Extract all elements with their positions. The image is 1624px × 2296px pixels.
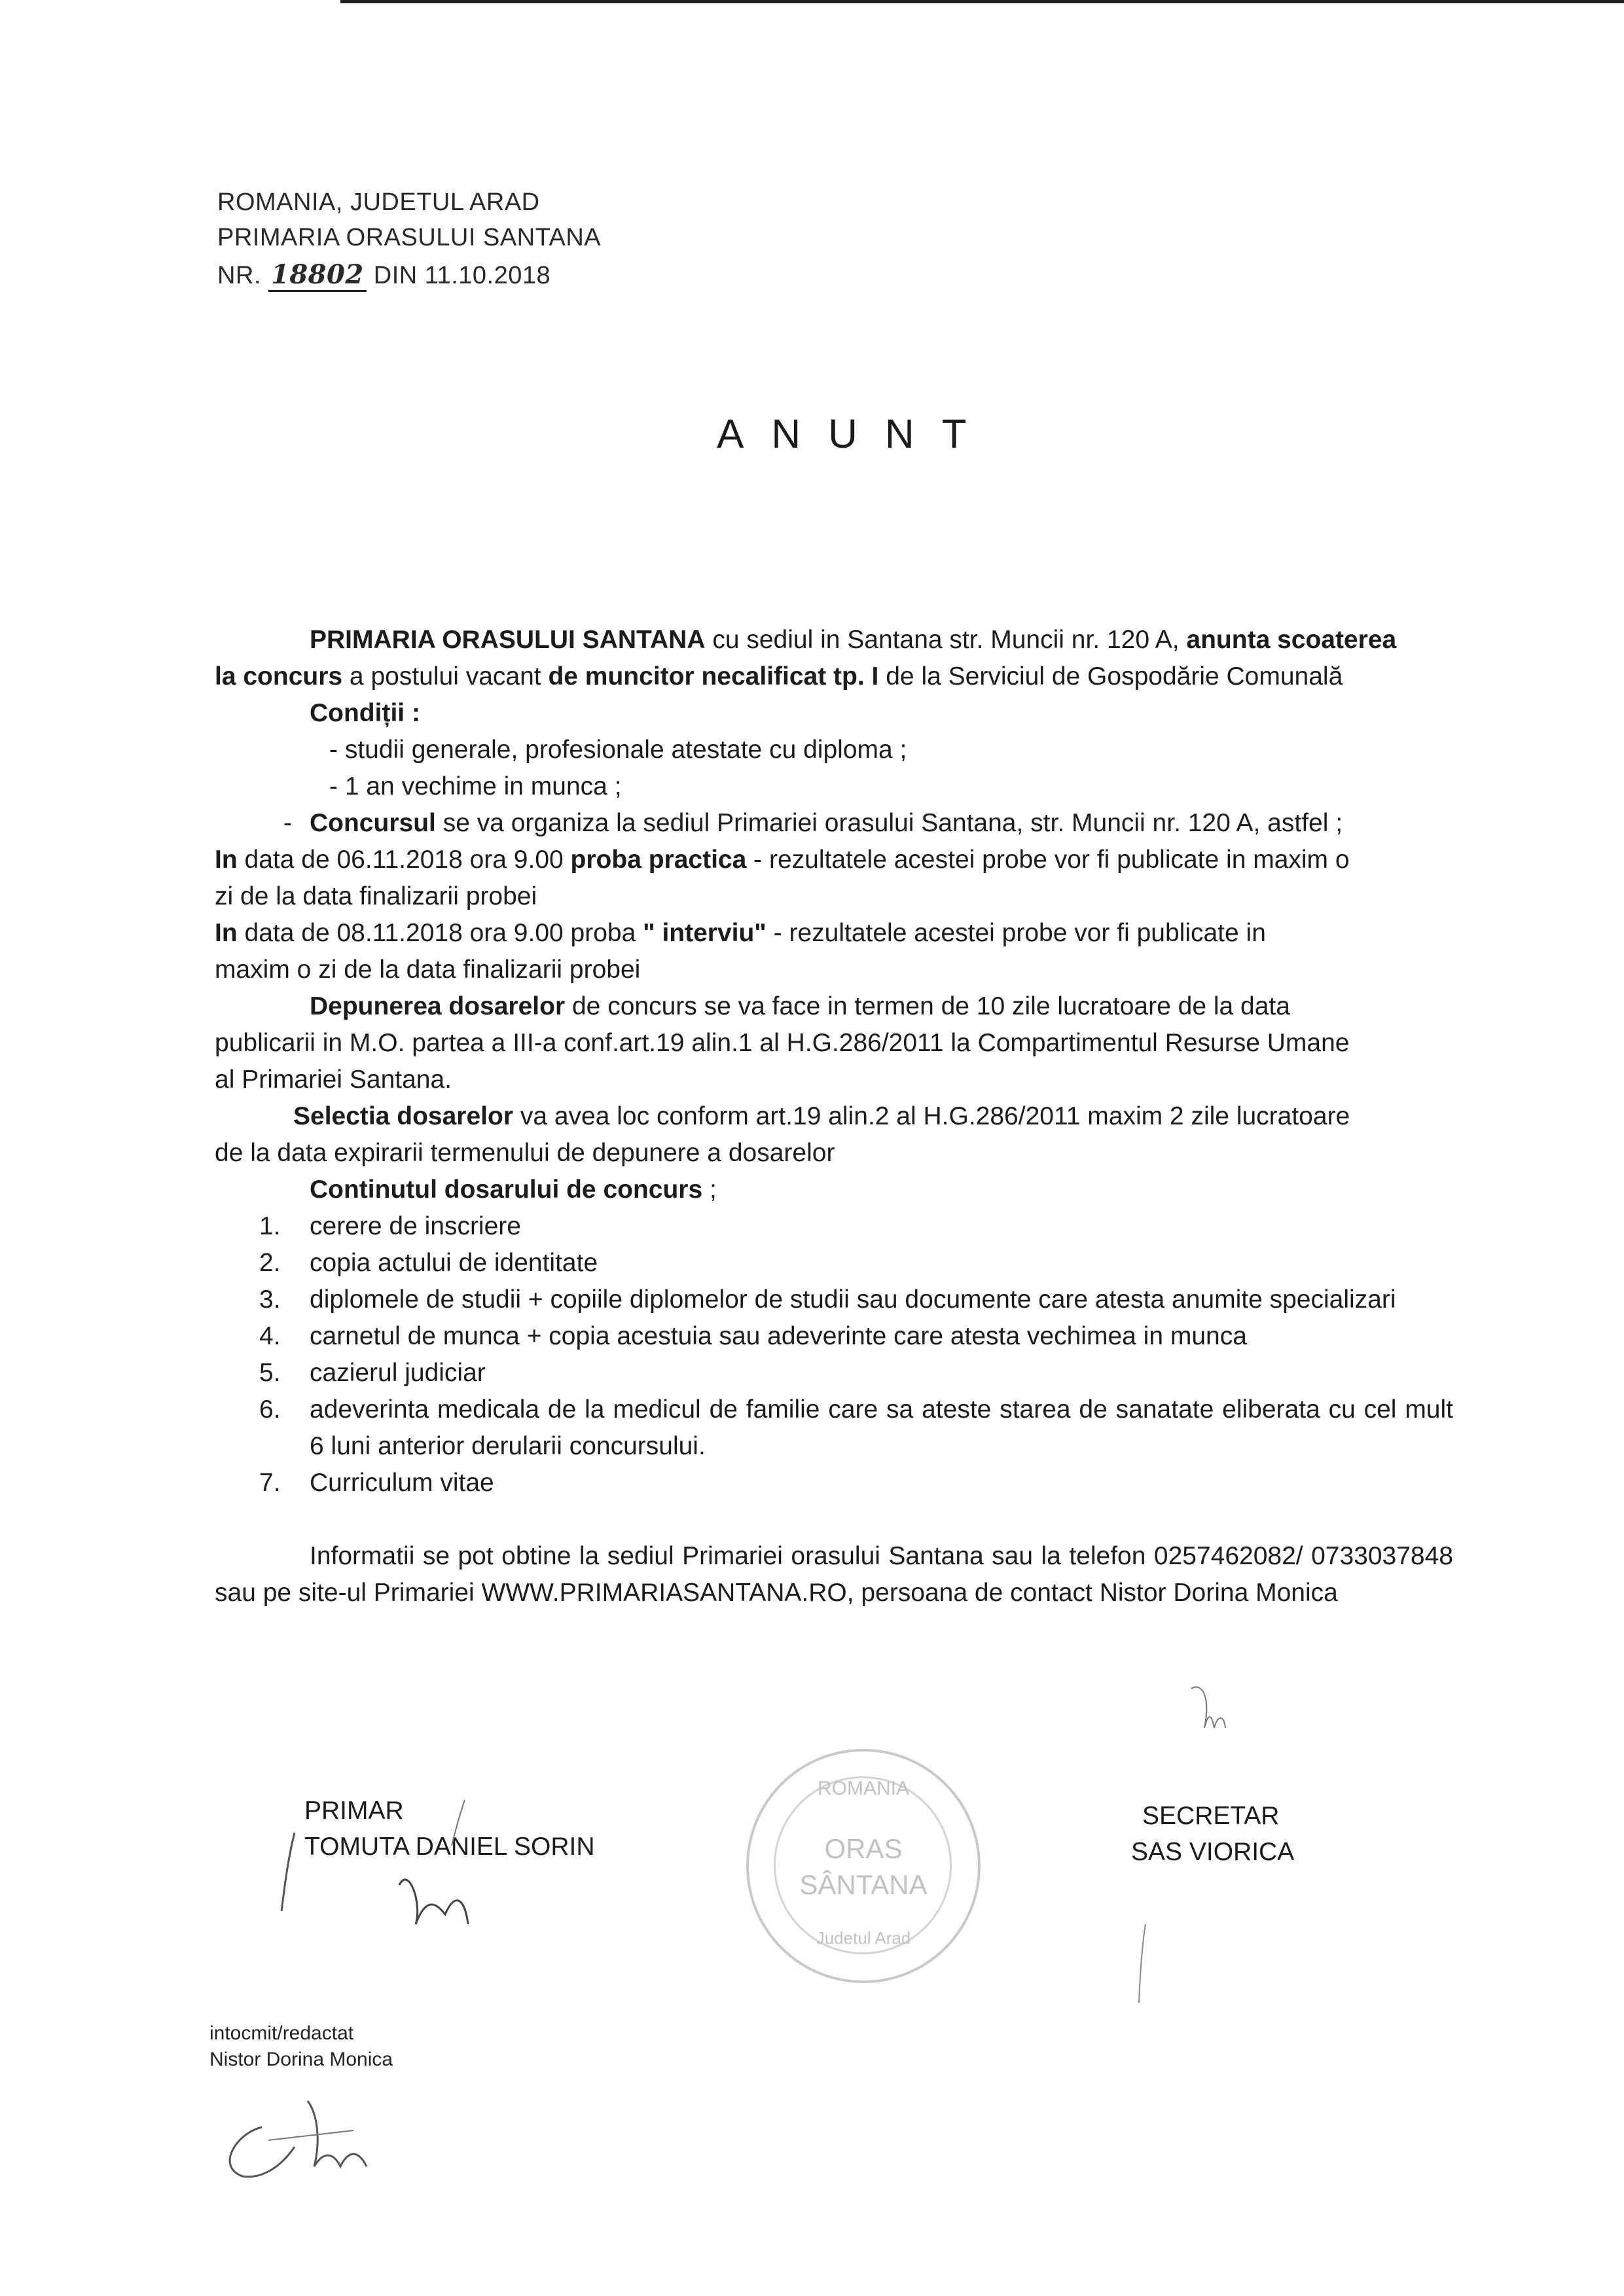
submission-line-3: al Primariei Santana. [215,1066,452,1094]
submission-line-1 [215,988,1453,1025]
conditions-label [215,695,1453,732]
submission-label: Depunerea dosarelor [310,992,566,1020]
item-text: carnetul de munca + copia acestuia sau adeverinte care atesta vechimea in munca [310,1322,1247,1350]
dossier-contents-list [215,1208,1453,1501]
list-item [215,1208,1453,1245]
header-country-county: ROMANIA, JUDETUL ARAD [217,188,540,216]
condition-item-1: - studii generale, profesionale atestate cu diploma ; [329,736,907,764]
prepared-by-label: intocmit/redactat [209,2022,354,2044]
item-number: 7. [259,1469,281,1497]
selection-label: Selectia dosarelor [293,1102,513,1130]
nr-date: DIN 11.10.2018 [373,262,551,289]
item-text: Curriculum vitae [310,1469,494,1497]
in-bold-1: In [215,846,238,874]
item-text: cazierul judiciar [310,1359,486,1387]
mayor-signature [268,1793,530,1950]
list-item [215,1318,1453,1355]
item-number: 4. [259,1322,281,1350]
header-institution: PRIMARIA ORASULUI SANTANA [217,224,602,251]
announce-bold: anunta scoaterea [1186,626,1397,654]
practical-date: data de 06.11.2018 ora 9.00 [237,846,571,874]
item-text: diplomele de studii + copiile diplomelor de studii sau documente care atesta anumite specializari [310,1285,1396,1314]
item-number: 3. [259,1285,281,1314]
condition-item-2: - 1 an vechime in munca ; [329,772,622,800]
mayor-title: PRIMAR [304,1797,404,1825]
official-seal [746,1749,981,1983]
practical-text: - rezultatele acestei probe vor fi publicate in maxim o [746,846,1350,874]
seal-bottom-text: Judetul Arad [816,1928,911,1948]
item-text: cerere de inscriere [310,1212,521,1240]
interview-date: data de 08.11.2018 ora 9.00 proba [237,919,643,947]
contents-label: Continutul dosarului de concurs [310,1175,703,1204]
post-name: de muncitor necalificat tp. I [548,662,879,691]
secretary-mark [1126,1918,1178,2009]
interview-line-2: maxim o zi de la data finalizarii probei [215,956,641,984]
nr-prefix: NR. [217,262,261,289]
practical-exam-line [215,842,1453,878]
intro-line-1 [215,622,1453,658]
contact-info: Informatii se pot obtine la sediul Primariei orasului Santana sau la telefon 0257462082/ 0733037848 sau pe site-ul Primariei WWW.PRIMARIASANTANA.RO, persoana de contact Nistor Dorina Monica [215,1542,1453,1607]
conditions-label-text: Condiții : [310,699,420,727]
contents-semicolon: ; [702,1175,717,1204]
contents-heading [215,1172,1453,1208]
interview-text: - rezultatele acestei probe vor fi publicate in [766,919,1266,947]
concurs-text: se va organiza la sediul Primariei orasului Santana, str. Muncii nr. 120 A, astfel ; [435,809,1343,837]
list-item [215,1282,1453,1318]
intro-text-2: a postului vacant [342,662,549,691]
item-text: copia actului de identitate [310,1249,598,1277]
list-item [215,1391,1453,1465]
preparer-signature [203,2068,412,2199]
submission-line-2: publicarii in M.O. partea a III-a conf.art.19 alin.1 al H.G.286/2011 la Compartimentul Resurse Umane [215,1029,1350,1057]
seal-city-text: SÂNTANA [799,1869,928,1900]
concurs-label: Concursul [310,809,436,837]
list-item [215,1245,1453,1282]
secretary-title: SECRETAR [1142,1802,1280,1830]
interview-label: " interviu" [643,919,767,947]
secretary-signature [1178,1676,1309,1793]
interview-line [215,915,1453,952]
dash-bullet: - [283,809,292,837]
concurs-bold: la concurs [215,662,343,691]
page-top-edge [340,0,1624,3]
submission-text-1: de concurs se va face in termen de 10 zile lucratoare de la data [565,992,1290,1020]
secretary-name: SAS VIORICA [1131,1838,1295,1866]
nr-handwritten-value: 18802 [268,259,367,292]
list-item [215,1355,1453,1391]
concurs-line [215,805,1453,842]
selection-line-2: de la data expirarii termenului de depunere a dosarelor [215,1139,835,1167]
intro-text-3: de la Serviciul de Gospodărie Comunală [878,662,1343,691]
selection-text-1: va avea loc conform art.19 alin.2 al H.G.286/2011 maxim 2 zile lucratoare [513,1102,1350,1130]
list-item [215,1465,1453,1501]
intro-line-2 [215,658,1453,695]
practical-exam-line-2: zi de la data finalizarii probei [215,882,537,910]
practical-label: proba practica [570,846,747,874]
institution-name: PRIMARIA ORASULUI SANTANA [310,626,706,654]
intro-text-1: cu sediul in Santana str. Muncii nr. 120 A, [705,626,1187,654]
item-number: 1. [259,1212,281,1240]
item-number: 6. [259,1395,281,1424]
announcement-body [215,622,1453,1611]
seal-top-text: ROMANIA [817,1778,909,1799]
in-bold-2: In [215,919,238,947]
header-registration-number [217,259,550,290]
item-text: adeverinta medicala de la medicul de familie care sa ateste starea de sanatate eliberata cu cel mult 6 luni anterior derularii concursului. [310,1395,1453,1460]
item-number: 5. [259,1359,281,1387]
selection-line-1 [215,1098,1453,1135]
item-number: 2. [259,1249,281,1277]
seal-middle-text: ORAS [824,1833,903,1864]
prepared-by-name: Nistor Dorina Monica [209,2049,393,2070]
mayor-name: TOMUTA DANIEL SORIN [304,1833,595,1861]
document-title: ANUNT [717,412,994,457]
